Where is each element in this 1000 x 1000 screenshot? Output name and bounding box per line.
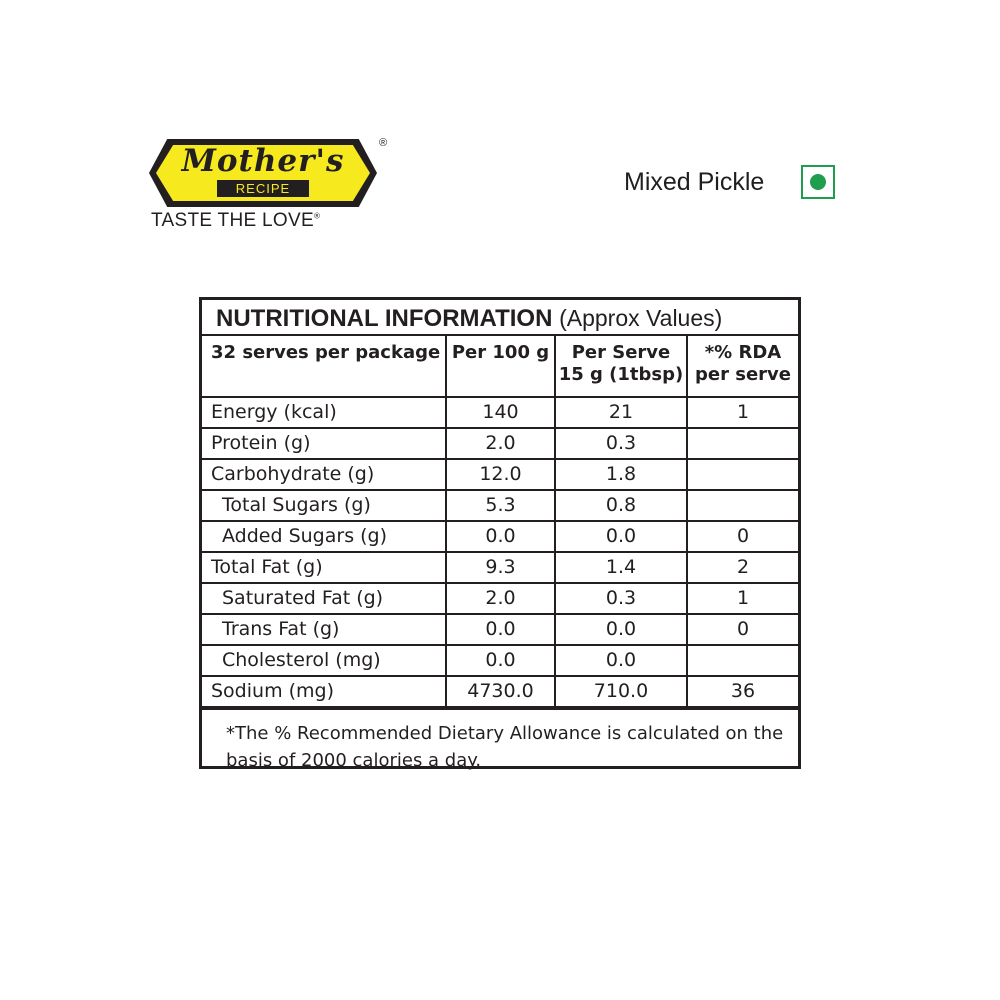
header-per-serve-line2: 15 g (1tbsp) — [558, 364, 684, 385]
row-per-100g: 9.3 — [446, 552, 555, 583]
row-label: Sodium (mg) — [202, 676, 446, 707]
nutrition-title-approx: (Approx Values) — [559, 305, 723, 331]
tagline-text: TASTE THE LOVE — [151, 210, 314, 231]
row-rda — [687, 645, 798, 676]
row-label: Total Fat (g) — [202, 552, 446, 583]
header-rda-line1: *% RDA — [704, 342, 782, 363]
row-per-serve: 0.0 — [555, 614, 687, 645]
row-per-serve: 21 — [555, 397, 687, 428]
row-rda: 2 — [687, 552, 798, 583]
table-row — [202, 645, 798, 676]
row-per-serve: 1.8 — [555, 459, 687, 490]
nutrition-table — [202, 336, 798, 708]
nutrition-title-strong: NUTRITIONAL INFORMATION — [216, 305, 553, 332]
table-header-row — [202, 336, 798, 397]
logo-brand-text: Mother's — [181, 143, 345, 179]
rda-footnote — [202, 708, 798, 771]
row-per-100g: 0.0 — [446, 645, 555, 676]
brand-logo — [149, 139, 394, 234]
logo-sub-text: RECIPE — [217, 180, 309, 197]
footnote-line2: basis of 2000 calories a day. — [226, 750, 482, 771]
row-per-100g: 2.0 — [446, 428, 555, 459]
header-per-100g: Per 100 g — [446, 336, 555, 397]
table-row — [202, 552, 798, 583]
table-row — [202, 490, 798, 521]
row-per-serve: 710.0 — [555, 676, 687, 707]
row-rda: 0 — [687, 614, 798, 645]
row-per-serve: 0.0 — [555, 645, 687, 676]
row-rda: 1 — [687, 583, 798, 614]
table-row — [202, 521, 798, 552]
logo-tagline — [151, 210, 320, 232]
row-rda: 1 — [687, 397, 798, 428]
row-per-100g: 12.0 — [446, 459, 555, 490]
header-rda-line2: per serve — [695, 364, 791, 385]
row-per-100g: 0.0 — [446, 614, 555, 645]
row-label: Added Sugars (g) — [202, 521, 446, 552]
nutrition-title — [202, 300, 798, 336]
row-label: Protein (g) — [202, 428, 446, 459]
table-row — [202, 397, 798, 428]
row-rda: 0 — [687, 521, 798, 552]
veg-dot — [810, 174, 826, 190]
header-per-serve — [555, 336, 687, 397]
row-per-serve: 0.3 — [555, 583, 687, 614]
registered-mark: ® — [379, 137, 388, 149]
nutrition-panel — [199, 297, 801, 769]
table-row — [202, 459, 798, 490]
tagline-registered-mark: ® — [313, 211, 321, 221]
header-rda — [687, 336, 798, 397]
table-row — [202, 428, 798, 459]
table-row — [202, 583, 798, 614]
header-serves: 32 serves per package — [202, 336, 446, 397]
row-per-100g: 5.3 — [446, 490, 555, 521]
header-per-serve-line1: Per Serve — [571, 342, 671, 363]
row-label: Cholesterol (mg) — [202, 645, 446, 676]
table-row — [202, 614, 798, 645]
row-label: Total Sugars (g) — [202, 490, 446, 521]
row-per-serve: 0.8 — [555, 490, 687, 521]
product-name: Mixed Pickle — [624, 168, 765, 196]
row-rda — [687, 459, 798, 490]
veg-symbol-icon — [801, 165, 835, 199]
row-per-100g: 2.0 — [446, 583, 555, 614]
row-label: Saturated Fat (g) — [202, 583, 446, 614]
row-rda: 36 — [687, 676, 798, 707]
row-per-100g: 0.0 — [446, 521, 555, 552]
row-label: Carbohydrate (g) — [202, 459, 446, 490]
row-label: Energy (kcal) — [202, 397, 446, 428]
row-rda — [687, 490, 798, 521]
row-rda — [687, 428, 798, 459]
row-label: Trans Fat (g) — [202, 614, 446, 645]
row-per-serve: 1.4 — [555, 552, 687, 583]
row-per-serve: 0.3 — [555, 428, 687, 459]
row-per-100g: 140 — [446, 397, 555, 428]
footnote-line1: *The % Recommended Dietary Allowance is calculated on the — [226, 723, 784, 744]
table-row — [202, 676, 798, 707]
row-per-100g: 4730.0 — [446, 676, 555, 707]
row-per-serve: 0.0 — [555, 521, 687, 552]
